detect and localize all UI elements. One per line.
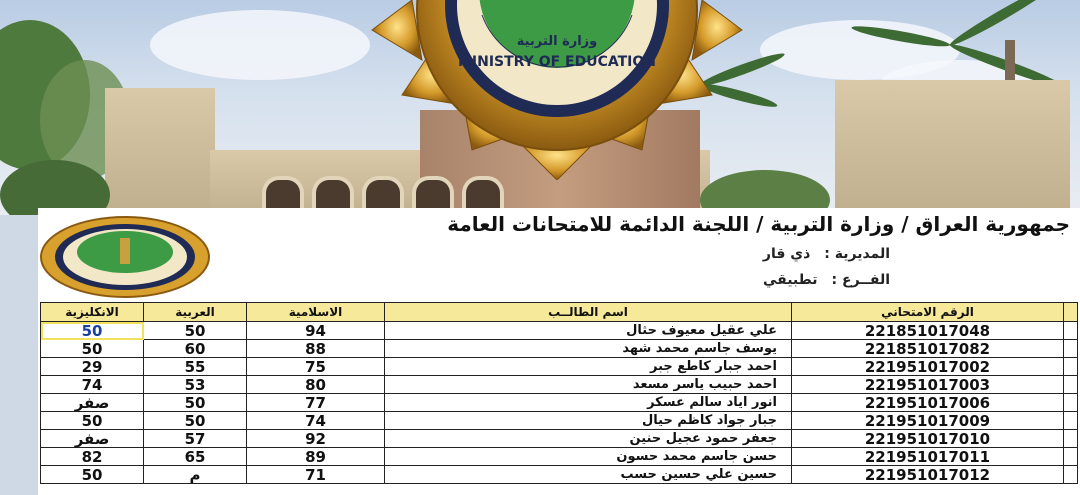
grades-table bbox=[40, 302, 1078, 484]
branch-line bbox=[763, 272, 890, 288]
table-row bbox=[41, 412, 1078, 430]
cell-student-name: حسن جاسم محمد حسون bbox=[385, 448, 792, 466]
cell-exam-number: 221951017006 bbox=[792, 394, 1064, 412]
cell-arabic: 55 bbox=[144, 358, 247, 376]
cell-english: 50 bbox=[41, 340, 144, 358]
table-row bbox=[41, 358, 1078, 376]
cell-arabic: 60 bbox=[144, 340, 247, 358]
cell-islamic: 92 bbox=[247, 430, 385, 448]
cell-english: 74 bbox=[41, 376, 144, 394]
cell-edge bbox=[1064, 358, 1078, 376]
ministry-seal-small bbox=[40, 216, 210, 298]
directorate-label: المديرية : bbox=[824, 246, 890, 262]
cell-english: 29 bbox=[41, 358, 144, 376]
branch-label: الفــرع : bbox=[831, 272, 890, 288]
cell-edge bbox=[1064, 430, 1078, 448]
emblem-text-en: MINISTRY OF EDUCATION bbox=[457, 54, 657, 70]
cell-islamic: 89 bbox=[247, 448, 385, 466]
col-header-islamic: الاسلامية bbox=[247, 303, 385, 322]
cell-edge bbox=[1064, 466, 1078, 484]
cell-student-name: جعفر حمود عجيل حنين bbox=[385, 430, 792, 448]
cell-english: 50 bbox=[41, 322, 144, 340]
branch-value: تطبيقي bbox=[762, 272, 818, 288]
cell-islamic: 77 bbox=[247, 394, 385, 412]
cell-arabic: 50 bbox=[144, 412, 247, 430]
table-row bbox=[41, 322, 1078, 340]
results-document bbox=[38, 208, 1080, 495]
cell-english: 50 bbox=[41, 466, 144, 484]
cell-edge bbox=[1064, 394, 1078, 412]
cell-exam-number: 221951017010 bbox=[792, 430, 1064, 448]
ministry-emblem-large bbox=[362, 0, 752, 180]
cell-exam-number: 221851017082 bbox=[792, 340, 1064, 358]
table-row bbox=[41, 466, 1078, 484]
cell-student-name: حسين علي حسين حسب bbox=[385, 466, 792, 484]
cell-islamic: 88 bbox=[247, 340, 385, 358]
cell-exam-number: 221951017002 bbox=[792, 358, 1064, 376]
col-header-arabic: العربية bbox=[144, 303, 247, 322]
cell-arabic: 53 bbox=[144, 376, 247, 394]
cell-exam-number: 221951017011 bbox=[792, 448, 1064, 466]
table-row bbox=[41, 394, 1078, 412]
cell-arabic: م bbox=[144, 466, 247, 484]
cell-islamic: 80 bbox=[247, 376, 385, 394]
cell-exam-number: 221951017012 bbox=[792, 466, 1064, 484]
cell-arabic: 50 bbox=[144, 394, 247, 412]
col-header-edge bbox=[1064, 303, 1078, 322]
directorate-value: ذي قار bbox=[762, 246, 811, 262]
cell-islamic: 75 bbox=[247, 358, 385, 376]
cell-student-name: يوسف جاسم محمد شهد bbox=[385, 340, 792, 358]
directorate-line bbox=[763, 246, 890, 262]
cell-arabic: 50 bbox=[144, 322, 247, 340]
col-header-exam-number: الرقم الامتحاني bbox=[792, 303, 1064, 322]
document-title: جمهورية العراق / وزارة التربية / اللجنة الدائمة للامتحانات العامة bbox=[447, 212, 1070, 236]
cell-exam-number: 221851017048 bbox=[792, 322, 1064, 340]
cell-english: صفر bbox=[41, 394, 144, 412]
cell-student-name: جبار جواد كاظم حيال bbox=[385, 412, 792, 430]
cell-islamic: 74 bbox=[247, 412, 385, 430]
cell-edge bbox=[1064, 322, 1078, 340]
table-row bbox=[41, 430, 1078, 448]
table-row bbox=[41, 340, 1078, 358]
cell-arabic: 57 bbox=[144, 430, 247, 448]
cell-english: صفر bbox=[41, 430, 144, 448]
cell-exam-number: 221951017009 bbox=[792, 412, 1064, 430]
col-header-english: الانكليزية bbox=[41, 303, 144, 322]
cell-exam-number: 221951017003 bbox=[792, 376, 1064, 394]
cell-islamic: 71 bbox=[247, 466, 385, 484]
cell-edge bbox=[1064, 376, 1078, 394]
table-header-row bbox=[41, 303, 1078, 322]
cell-student-name: علي عقيل معيوف حثال bbox=[385, 322, 792, 340]
cell-english: 82 bbox=[41, 448, 144, 466]
cell-arabic: 65 bbox=[144, 448, 247, 466]
table-row bbox=[41, 448, 1078, 466]
col-header-student-name: اسم الطالــب bbox=[385, 303, 792, 322]
table-row bbox=[41, 376, 1078, 394]
cell-student-name: انور اياد سالم عسكر bbox=[385, 394, 792, 412]
cell-english: 50 bbox=[41, 412, 144, 430]
cell-edge bbox=[1064, 340, 1078, 358]
cell-islamic: 94 bbox=[247, 322, 385, 340]
cell-student-name: احمد حبيب ياسر مسعد bbox=[385, 376, 792, 394]
emblem-text-ar: وزارة التربية bbox=[516, 34, 598, 49]
cell-edge bbox=[1064, 448, 1078, 466]
cell-student-name: احمد جبار كاطع جبر bbox=[385, 358, 792, 376]
cell-edge bbox=[1064, 412, 1078, 430]
